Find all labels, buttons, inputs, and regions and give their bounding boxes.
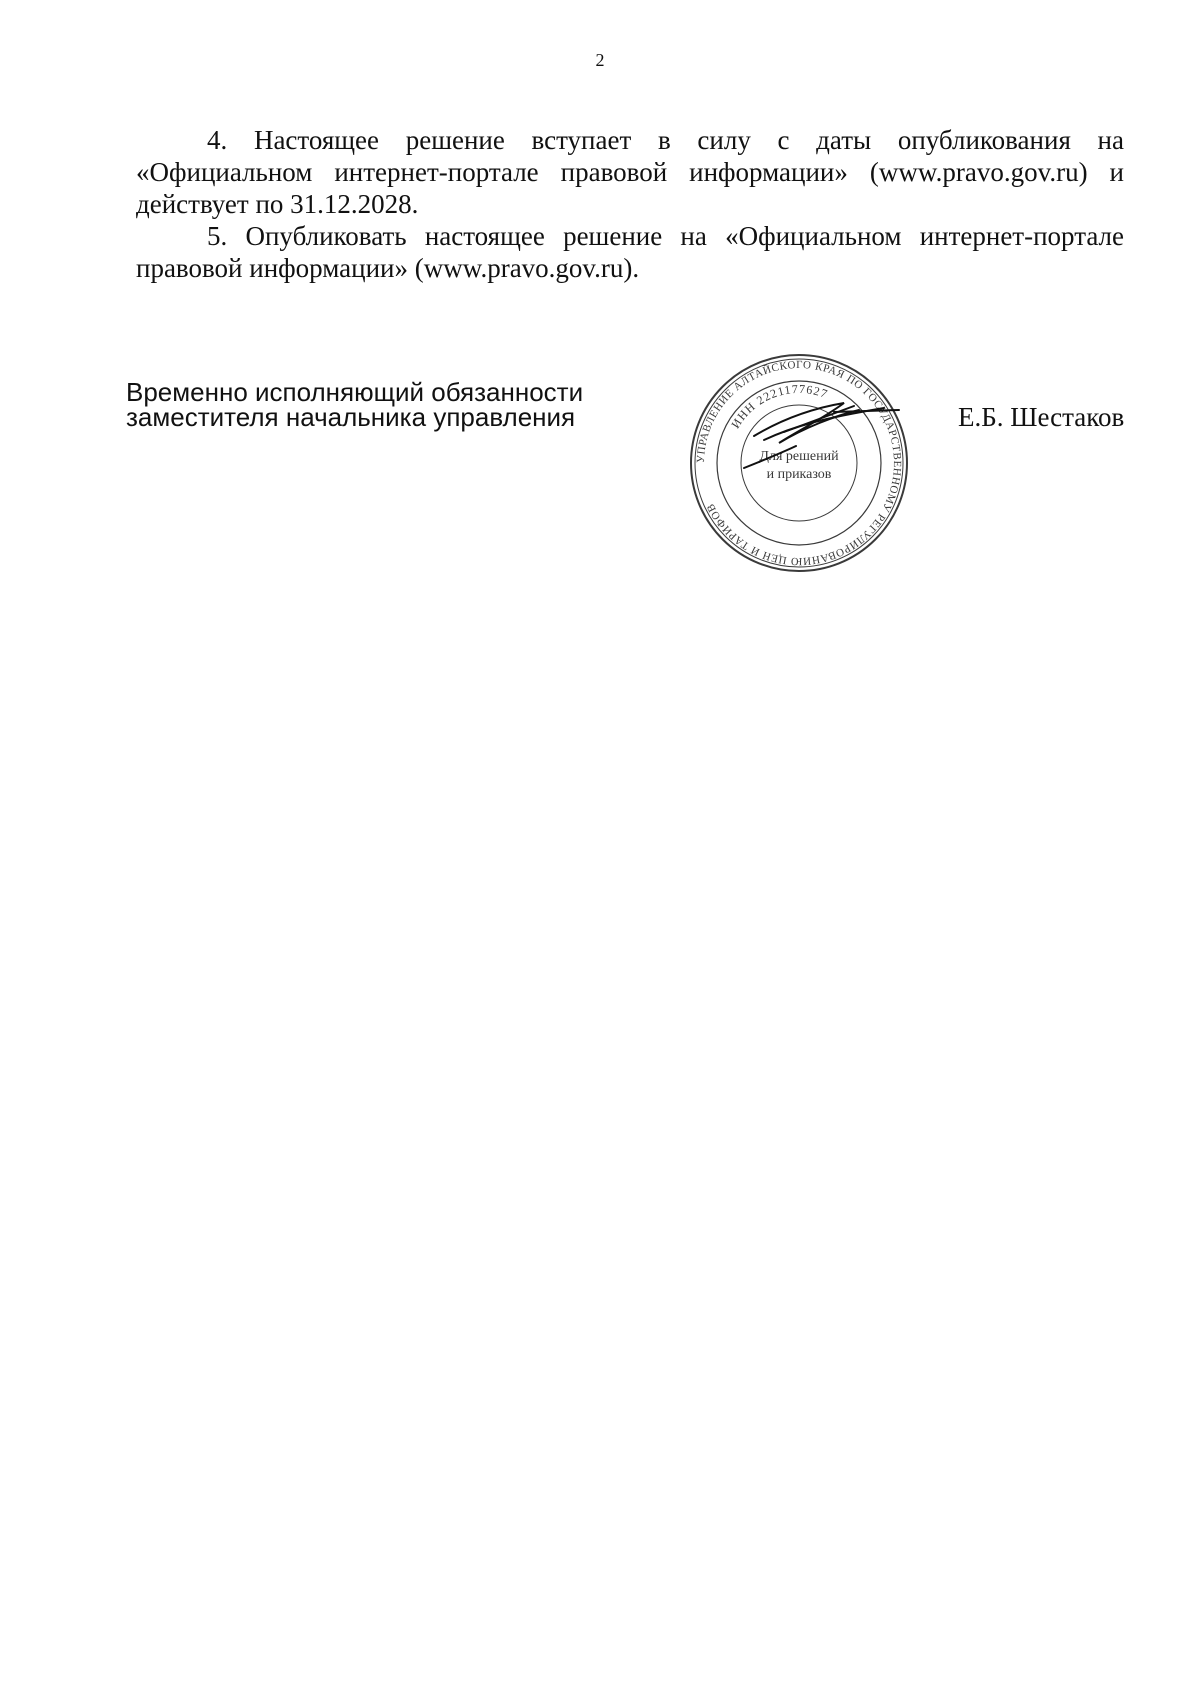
- signer-name: Е.Б. Шестаков: [958, 402, 1125, 432]
- stamp-outer-ring-text: УПРАВЛЕНИЕ АЛТАЙСКОГО КРАЯ ПО ГОСУДАРСТВЕННОМУ РЕГУЛИРОВАНИЮ ЦЕН И ТАРИФОВ: [694, 358, 904, 568]
- stamp-inn-text: ИНН 2221177627: [728, 381, 830, 431]
- official-stamp-seal: [684, 348, 914, 578]
- stamp-center-line-2: и приказов: [766, 467, 832, 482]
- stamp-center-line-1: Для решений: [759, 449, 839, 464]
- paragraph-4: 4. Настоящее решение вступает в силу с даты опубликования на «Официальном интернет-портале правовой информации» (www.pravo.gov.ru) и действует по 31.12.2028.: [136, 125, 1124, 219]
- signer-position-line-2: заместителя начальника управления: [126, 402, 576, 432]
- signer-position-line-1: Временно исполняющий обязанности: [126, 377, 584, 407]
- signer-position: [126, 377, 584, 432]
- paragraph-5: 5. Опубликовать настоящее решение на «Официальном интернет-портале правовой информации» (www.pravo.gov.ru).: [136, 221, 1124, 283]
- page-number: 2: [595, 50, 605, 70]
- signature-block: [0, 340, 1200, 580]
- document-body: [136, 124, 1124, 284]
